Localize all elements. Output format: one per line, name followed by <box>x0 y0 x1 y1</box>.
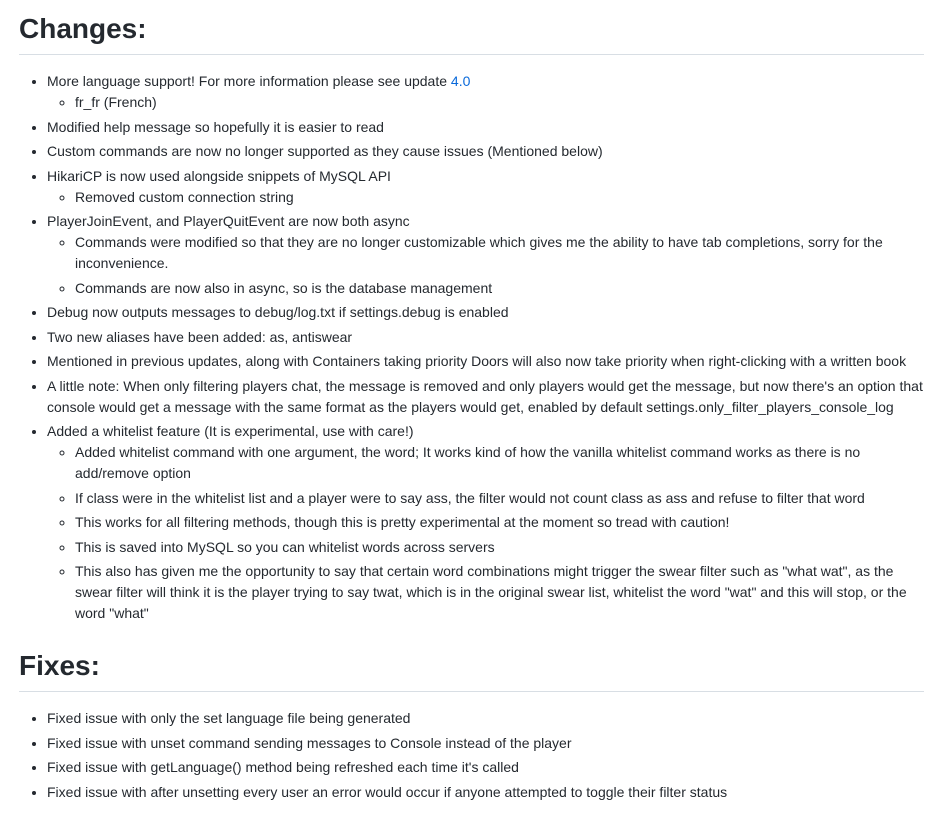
list-item: • A little note: When only filtering players chat, the message is removed and only players would get the message, but now there's an option that console would get a message with the same format as the players would get, enabled by default settings.only_filter_players_console_log <box>47 376 924 418</box>
sub-list <box>47 442 924 624</box>
list-item: • Modified help message so hopefully it is easier to read <box>47 117 924 138</box>
changes-list <box>19 71 924 624</box>
list-item <box>47 421 924 624</box>
sub-list-item: ◦ fr_fr (French) <box>75 92 924 113</box>
list-item <box>47 211 924 299</box>
list-item: • Custom commands are now no longer supported as they cause issues (Mentioned below) <box>47 141 924 162</box>
list-item <box>47 71 924 113</box>
list-item <box>47 166 924 208</box>
list-item-text: PlayerJoinEvent, and PlayerQuitEvent are now both async <box>47 213 410 229</box>
changes-heading: Changes: <box>19 11 924 55</box>
sub-list <box>47 92 924 113</box>
list-item: • Fixed issue with after unsetting every user an error would occur if anyone attempted to toggle their filter status <box>47 782 924 803</box>
update-link[interactable]: 4.0 <box>450 73 471 89</box>
list-item-text: More language support! For more information please see update <box>47 73 451 89</box>
list-item: • Fixed issue with only the set language file being generated <box>47 708 924 729</box>
fixes-heading: Fixes: <box>19 648 924 692</box>
sub-list-item: ◦ This also has given me the opportunity to say that certain word combinations might trigger the swear filter such as "what wat", as the swear filter will think it is the player trying to say twat, which is in the original swear list, whitelist the word "wat" and this will stop, or the word "what" <box>75 561 924 624</box>
list-item: • Two new aliases have been added: as, antiswear <box>47 327 924 348</box>
list-item: • Fixed issue with getLanguage() method being refreshed each time it's called <box>47 757 924 778</box>
release-notes <box>19 0 924 803</box>
list-item: • Mentioned in previous updates, along with Containers taking priority Doors will also now take priority when right-clicking with a written book <box>47 351 924 372</box>
list-item-text: HikariCP is now used alongside snippets of MySQL API <box>47 167 391 184</box>
sub-list-item: ◦ This is saved into MySQL so you can whitelist words across servers <box>75 537 924 558</box>
list-item: • Debug now outputs messages to debug/log.txt if settings.debug is enabled <box>47 302 924 323</box>
sub-list-item: ◦ If class were in the whitelist list and a player were to say ass, the filter would not count class as ass and refuse to filter that word <box>75 488 924 509</box>
sub-list-item: ◦ This works for all filtering methods, though this is pretty experimental at the moment so tread with caution! <box>75 512 924 533</box>
sub-list <box>47 187 924 208</box>
sub-list <box>47 232 924 299</box>
list-item: • Fixed issue with unset command sending messages to Console instead of the player <box>47 733 924 754</box>
fixes-list <box>19 708 924 803</box>
sub-list-item: ◦ Commands were modified so that they are no longer customizable which gives me the ability to have tab completions, sorry for the inconvenience. <box>75 232 924 274</box>
sub-list-item: ◦ Removed custom connection string <box>75 187 924 208</box>
sub-list-item: ◦ Added whitelist command with one argument, the word; It works kind of how the vanilla whitelist command works as there is no add/remove option <box>75 442 924 484</box>
sub-list-item: ◦ Commands are now also in async, so is the database management <box>75 278 924 299</box>
list-item-text: Added a whitelist feature (It is experimental, use with care!) <box>47 423 414 439</box>
